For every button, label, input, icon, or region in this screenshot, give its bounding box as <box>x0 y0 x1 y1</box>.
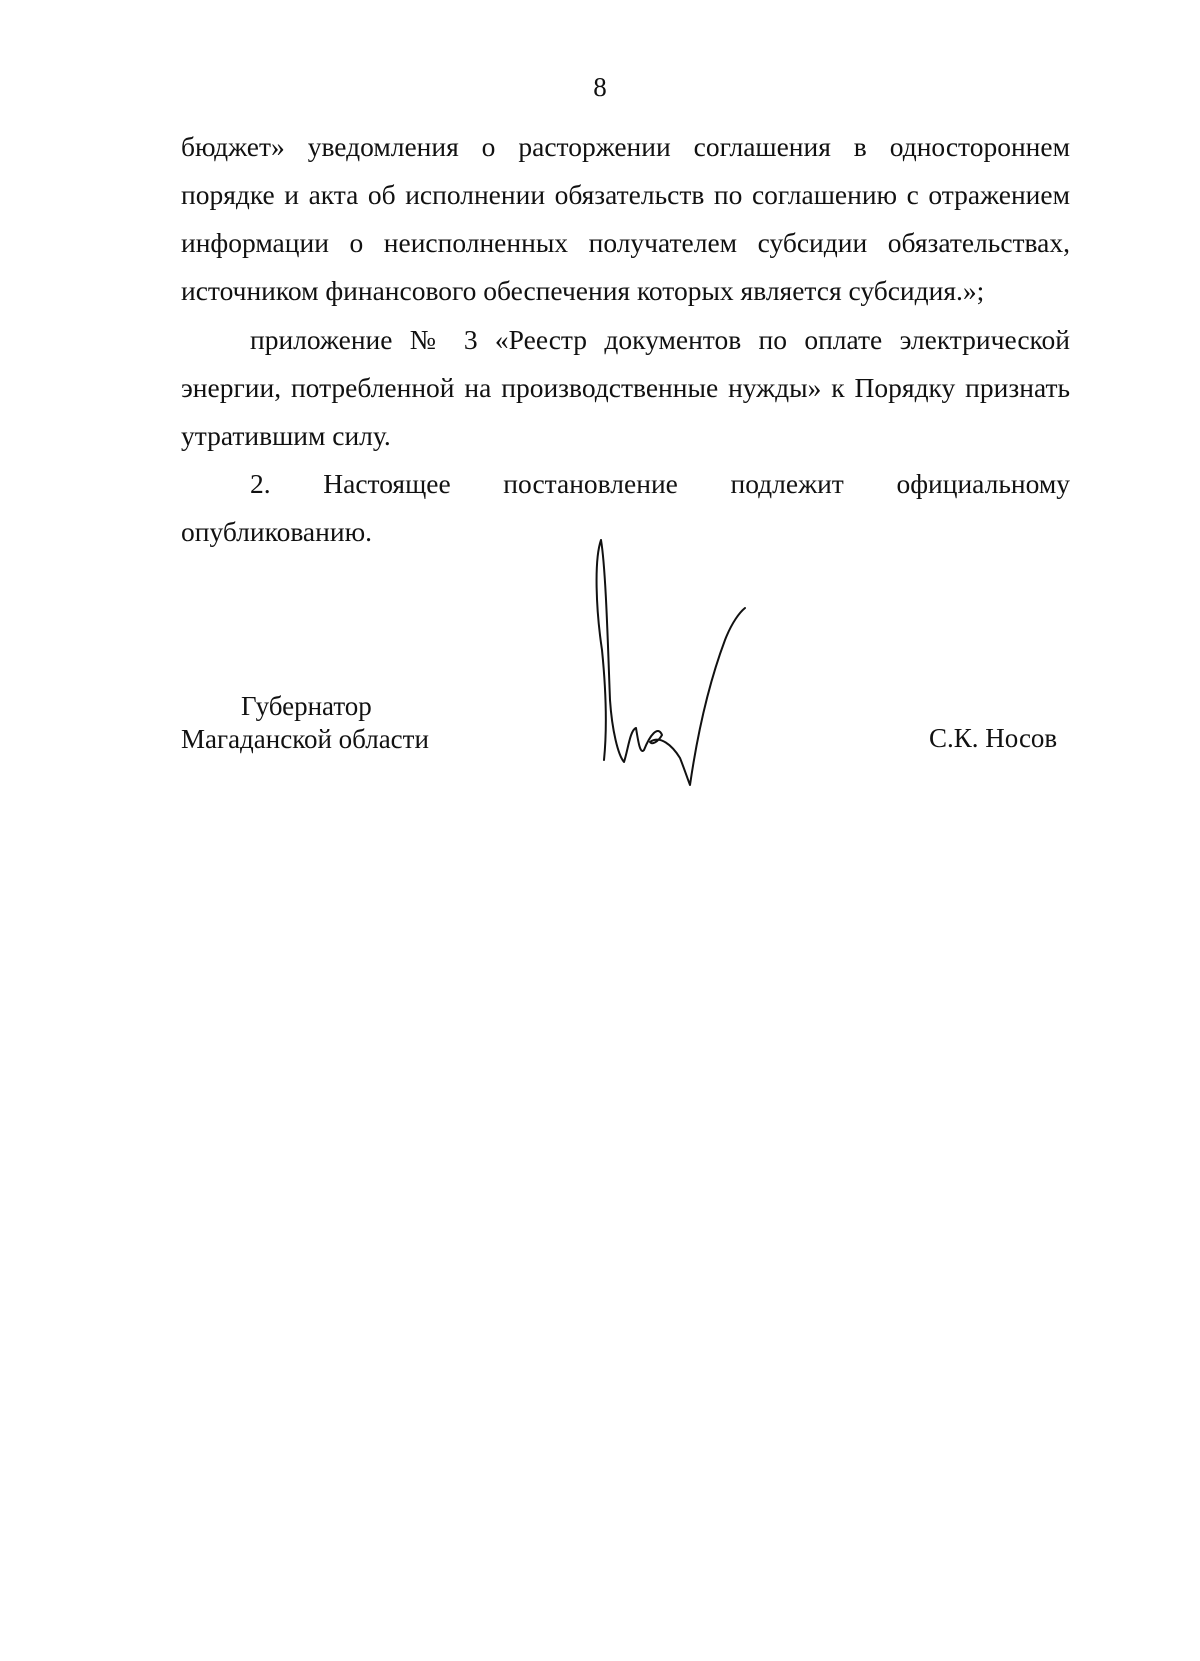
paragraph-line: энергии, потребленной на производственные нужды» к Порядку признать <box>181 372 1070 403</box>
paragraph-line: порядке и акта об исполнении обязательств по соглашению с отражением <box>181 179 1070 210</box>
paragraph-line: информации о неисполненных получателем субсидии обязательствах, <box>181 227 1070 258</box>
position-title: Губернатор <box>241 691 372 721</box>
position-region: Магаданской области <box>181 724 429 754</box>
signatory-name: С.К. Носов <box>929 723 1058 753</box>
paragraph-line: опубликованию. <box>181 516 372 547</box>
paragraph-line: приложение № 3 «Реестр документов по оплате электрической <box>250 324 1070 355</box>
signatory-position <box>181 690 429 756</box>
paragraph-line: источником финансового обеспечения которых является субсидия.»; <box>181 275 985 306</box>
page-number: 8 <box>593 72 607 102</box>
paragraph-line: утратившим силу. <box>181 420 391 451</box>
paragraph-line: бюджет» уведомления о расторжении соглашения в одностороннем <box>181 131 1070 162</box>
paragraph-line: 2. Настоящее постановление подлежит официальному <box>250 468 1070 499</box>
handwritten-signature <box>580 530 800 790</box>
